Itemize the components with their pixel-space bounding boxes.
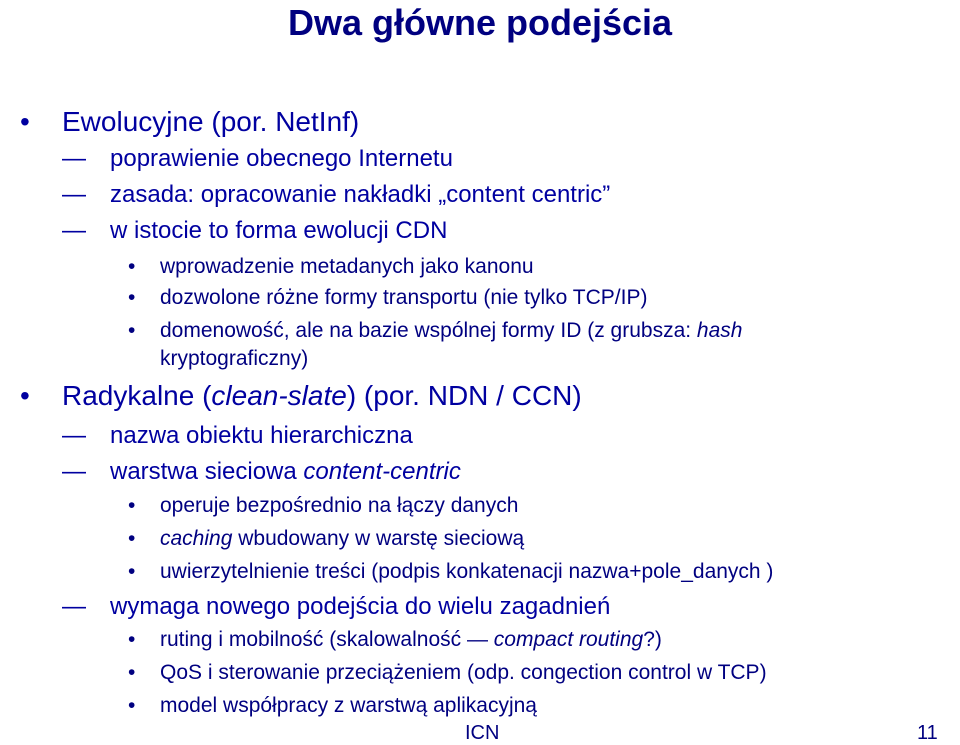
bullet-level-1 <box>20 106 360 138</box>
bullet-level-3 <box>128 661 767 685</box>
bullet-marker: • <box>128 494 136 517</box>
bullet-text: poprawienie obecnego Internetu <box>110 145 453 172</box>
bullet-text: content-centric <box>303 458 461 485</box>
bullet-marker: • <box>128 255 136 278</box>
footer-label: ICN <box>465 722 500 744</box>
bullet-level-3 <box>128 628 662 652</box>
bullet-level-2 <box>62 217 448 245</box>
bullet-level-3 <box>128 494 519 518</box>
dash-marker: — <box>62 593 86 620</box>
bullet-text: uwierzytelnienie treści (podpis konkatenacji nazwa+pole_danych ) <box>160 560 774 583</box>
bullet-text: domenowość, ale na bazie wspólnej formy ID (z grubsza: <box>160 319 697 342</box>
bullet-text: clean-slate <box>211 380 347 411</box>
bullet-text: wymaga nowego podejścia do wielu zagadnień <box>110 593 611 620</box>
bullet-text: Ewolucyjne (por. NetInf) <box>62 106 360 137</box>
bullet-marker: • <box>128 319 136 342</box>
bullet-marker: • <box>128 560 136 583</box>
bullet-marker: • <box>20 106 30 137</box>
bullet-level-2 <box>62 458 461 486</box>
bullet-text: ?) <box>643 628 662 651</box>
bullet-text: wbudowany w warstę sieciową <box>232 527 525 550</box>
bullet-level-3 <box>128 560 774 584</box>
dash-marker: — <box>62 458 86 485</box>
bullet-text: wprowadzenie metadanych jako kanonu <box>160 255 534 278</box>
bullet-level-3 <box>160 347 308 371</box>
bullet-marker: • <box>128 286 136 309</box>
bullet-text: ruting i mobilność (skalowalność — <box>160 628 494 651</box>
bullet-text: Radykalne ( <box>62 380 212 411</box>
bullet-text: compact routing <box>493 628 644 651</box>
bullet-text: nazwa obiektu hierarchiczna <box>110 422 413 449</box>
dash-marker: — <box>62 181 86 208</box>
bullet-text: w istocie to forma ewolucji CDN <box>110 217 448 244</box>
bullet-level-2 <box>62 422 413 450</box>
bullet-level-2 <box>62 181 611 209</box>
bullet-text: QoS i sterowanie przeciążeniem (odp. congection control w TCP) <box>160 661 767 684</box>
bullet-text: dozwolone różne formy transportu (nie tylko TCP/IP) <box>160 286 648 309</box>
bullet-level-3 <box>128 527 525 551</box>
bullet-text: zasada: opracowanie nakładki „content centric” <box>110 181 611 208</box>
bullet-text: warstwa sieciowa <box>110 458 304 485</box>
bullet-marker: • <box>128 527 136 550</box>
bullet-level-2 <box>62 593 611 621</box>
page-number: 11 <box>917 722 938 744</box>
bullet-marker: • <box>128 628 136 651</box>
bullet-text: kryptograficzny) <box>160 347 309 370</box>
bullet-level-3 <box>128 286 648 310</box>
bullet-text: operuje bezpośrednio na łączy danych <box>160 494 519 517</box>
dash-marker: — <box>62 217 86 244</box>
dash-marker: — <box>62 145 86 172</box>
bullet-marker: • <box>20 380 30 411</box>
bullet-text: ) (por. NDN / CCN) <box>346 380 582 411</box>
bullet-level-3 <box>128 694 537 718</box>
bullet-marker: • <box>128 694 136 717</box>
bullet-text: hash <box>696 319 743 342</box>
dash-marker: — <box>62 422 86 449</box>
bullet-level-3 <box>128 255 534 279</box>
bullet-text: caching <box>160 527 233 550</box>
bullet-level-1 <box>20 380 582 412</box>
bullet-text: model współpracy z warstwą aplikacyjną <box>160 694 537 717</box>
bullet-marker: • <box>128 661 136 684</box>
bullet-level-3 <box>128 319 743 343</box>
bullet-level-2 <box>62 145 453 173</box>
slide-title: Dwa główne podejścia <box>287 2 673 43</box>
